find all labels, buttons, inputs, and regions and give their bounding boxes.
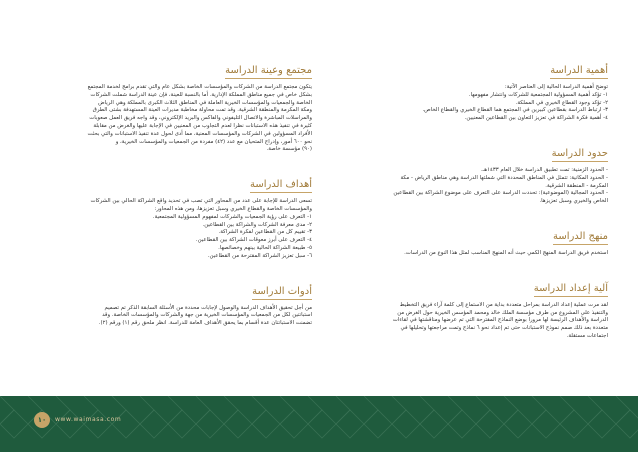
heading-importance: أهمية الدراسة bbox=[550, 65, 608, 79]
preparation-line: متعددة بعد ذلك صمم نموذج الاستبانات حتى تم إعداد نحو ٦ نماذج وتمت مراجعتها وتحليلها في bbox=[400, 325, 608, 332]
limits-line: - الحدود المجالية (الموضوعية): تحددت الدراسة على التعرف على موضوع الشراكة بين القطاعين bbox=[393, 190, 608, 197]
limits-line: الخاص والخيري وسبل تعزيزها. bbox=[539, 198, 608, 205]
heading-limits: حدود الدراسة bbox=[552, 148, 608, 162]
objectives-line: والمؤسسات الخاصة والقطاع الخيري وسبل تعزيزها، ومن هذه المحاور: bbox=[154, 205, 312, 212]
preparation-line: والتنفيذ على المشروع من طرف مؤسسة الملك خالد ومحمد المؤسس الخيرية حول الغرض من bbox=[397, 309, 608, 316]
tools-line: تضمنت الاستبانتان عدة أقسام بما يحقق الأهداف العامة للدراسة. انظر ملحق رقم (١) ورقم (٢). bbox=[98, 320, 312, 327]
method-body bbox=[328, 250, 608, 258]
limits-line: - الحدود الزمنية: تمت تطبيق الدراسة خلال العام ١٤٣٣هـ. bbox=[480, 166, 608, 173]
section-limits bbox=[328, 141, 608, 206]
preparation-line: لقد مرت عملية إعداد الدراسة بمراحل متعددة بداية من الاستماع إلى كلمة آراء فريق التخطيط bbox=[399, 301, 608, 308]
population-line: يتكون مجتمع الدراسة من الشركات والمؤسسات الخاصة بشكل عام والتي تقدم برامج لخدمة المجتمع bbox=[87, 84, 312, 90]
importance-line: ٤- أهمية فكرة الشراكة في تعزيز التعاون بين القطاعين المعنيين. bbox=[464, 115, 608, 122]
population-line: بشكل خاص في جميع مناطق المملكة الإدارية. أما بالنسبة للعينة، فإن عينة الدراسة شملت الشركات bbox=[90, 91, 312, 98]
section-population bbox=[40, 58, 312, 154]
footer-band bbox=[0, 396, 638, 452]
heading-objectives: أهداف الدراسة bbox=[250, 179, 312, 193]
section-preparation bbox=[328, 276, 608, 341]
population-line: الأفراد المسؤولين في الشركات والمؤسسات المعنية، مما أدى لحول عدة تنفيذ الاستبانات والتي بحثت bbox=[87, 130, 312, 137]
heading-population: مجتمع وعينة الدراسة bbox=[225, 65, 312, 79]
population-line: (٩٠) مؤسسة خاصة. bbox=[266, 146, 312, 153]
section-tools bbox=[40, 279, 312, 328]
objectives-line: ٦- سبل تعزيز الشراكة المقترحة من القطاعين. bbox=[207, 252, 312, 259]
objectives-line: ٤- التعرف على أبرز معوقات الشراكة بين القطاعين. bbox=[195, 237, 312, 244]
tools-line: من أجل تحقيق الأهداف الدراسة والوصول لإجابات محددة من الأسئلة السابقة الذكر تم تصميم bbox=[104, 304, 312, 311]
preparation-body bbox=[328, 302, 608, 341]
right-column bbox=[328, 58, 608, 351]
limits-body bbox=[328, 167, 608, 206]
section-objectives bbox=[40, 172, 312, 260]
importance-body bbox=[328, 84, 608, 123]
heading-preparation: آلية إعداد الدراسة bbox=[534, 283, 608, 297]
heading-tools: أدوات الدراسة bbox=[252, 286, 312, 300]
objectives-line: ١- التعرف على رؤية الجمعيات والشركات لمفهوم المسؤولية المجتمعية. bbox=[152, 213, 312, 220]
section-method bbox=[328, 224, 608, 258]
importance-line: ٣- ارتباط الدراسة بقطاعين كبيرين في المجتمع هما القطاع الخيري والقطاع الخاص. bbox=[422, 107, 608, 114]
left-column bbox=[40, 58, 312, 338]
importance-line: توضح أهمية الدراسة الحالية إلى العناصر الآتية: bbox=[504, 84, 608, 90]
population-body bbox=[40, 84, 312, 154]
limits-line: المكرمة - المنطقة الشرقية. bbox=[545, 182, 608, 189]
population-line: كثيرة في تنفيذ هذه الاستبانات نظرا لعدم التجاوب من المعنيين في الإجابة عليها والغرض من مقابلة bbox=[93, 122, 312, 129]
method-line: استخدم فريق الدراسة المنهج الكمي حيث أنه المنهج المناسب لمثل هذا النوع من الدراسات. bbox=[404, 249, 608, 256]
objectives-line: ٢- مدى معرفة الشركات والشراكة بين القطاعين. bbox=[202, 221, 312, 228]
population-line: والمراسلات المباشرة والاتصال التليفوني والفاكس والبريد الإلكتروني، وقد واجه فريق العمل صعوبات bbox=[89, 115, 312, 122]
page-number: ١٠ bbox=[34, 412, 50, 428]
preparation-line: اجتماعات مستقلة. bbox=[566, 332, 608, 339]
tools-body bbox=[40, 305, 312, 328]
importance-line: ٢- تؤكد وجود القطاع الخيري في المملكة. bbox=[515, 99, 608, 106]
objectives-line: ٥- طبيعة الشراكة الحالية بينهم وخصائصها. bbox=[218, 244, 312, 251]
section-importance bbox=[328, 58, 608, 123]
objectives-line: ٣- تقييم كل من القطاعين لفكرة الشراكة. bbox=[218, 229, 312, 236]
tools-line: استبانتين لكل من الجمعيات والمؤسسات الخيرية من جهة والشركات والمؤسسات الخاصة. وقد bbox=[102, 312, 312, 319]
website-url: www.waimasa.com bbox=[55, 416, 122, 423]
geometric-pattern-icon bbox=[0, 396, 638, 452]
preparation-line: الدراسة والأهداف الرئيسة لها مرورا بوضع النماذج المقترحة التي تم عرضها ومناقشتها في لقاءات bbox=[392, 317, 608, 324]
population-line: نحو ٦٠٠ أمور، وإدراج المتحيان مع عدد (٤٢) مفردة من الجمعيات والمؤسسات الخيرية، و bbox=[115, 138, 312, 145]
objectives-body bbox=[40, 198, 312, 260]
population-line: الخاصة والجمعيات والمؤسسات الخيرية العاملة في المناطق الثلاث الكبرى بالمملكة وهي الرياض bbox=[98, 99, 312, 106]
importance-line: ١- تؤكد أهمية المسؤولية المجتمعية للشركات وانتشار مفهومها. bbox=[468, 91, 608, 98]
population-line: ومكة المكرمة والمنطقة الشرقية. وقد تمت محاولة مخاطبة مديرات العينة المستهدفة بشتى الطرق bbox=[92, 107, 312, 114]
limits-line: - الحدود المكانية: تتمثل في المناطق المحددة التي شملتها الدراسة وهي مناطق الرياض - مكة bbox=[400, 174, 608, 181]
objectives-line: تسعى الدراسة للإجابة على عدد من المحاور التي تصب في تحديد واقع الشراكة الحالي بين الشركات bbox=[90, 198, 312, 205]
heading-method: منهج الدراسة bbox=[553, 231, 608, 245]
